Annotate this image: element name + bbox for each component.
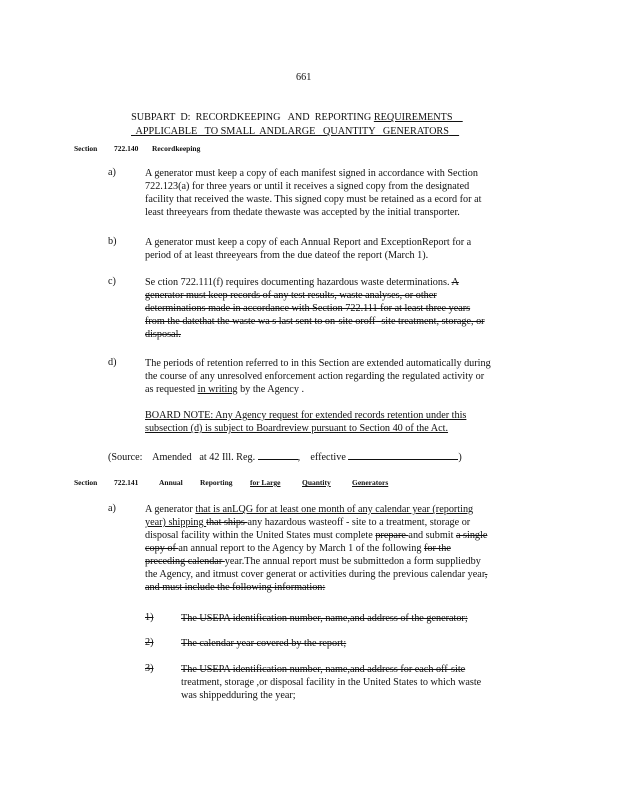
heading-text: SUBPART D: RECORDKEEPING AND REPORTING xyxy=(131,112,374,123)
list-item-1-text: The USEPA identification number, name,and address of the generator; xyxy=(181,613,468,624)
paragraph-d: The periods of retention referred to in this Section are extended automatically during the course of any unresolved enforcement action regarding the regulated activity or as requested in writing by the Agency . xyxy=(145,358,491,395)
paragraph-141a: A generator that is anLQG for at least one month of any calendar year (reporting year) shipping that ships any hazardous wasteoff - site to a treatment, storage or disposal facility within the United States must complete prepare and submit a single copy of an annual report to the Agency by March 1 of the following for the preceding calendar year.The annual report must be submittedon a form suppliedby the Agency, and itmust cover generat or activities during the previous calendar year, and must include the following information: xyxy=(145,504,488,593)
section-word-2: Section xyxy=(74,478,98,487)
paragraph-b: A generator must keep a copy of each Annual Report and ExceptionReport for a period of at least threeyears from the due dateof the report (March 1). xyxy=(145,237,472,261)
section-number: 722.140 xyxy=(114,144,139,153)
section-title-word-2: Reporting xyxy=(200,478,233,487)
item-label-141a: a) xyxy=(108,503,116,514)
subpart-heading-line2 xyxy=(131,115,459,137)
section-title-word-3: for Large xyxy=(250,478,281,487)
paragraph-c: Se ction 722.111(f) requires documenting hazardous waste determinations. A generator must keep records of any test results, waste analyses, or other determinations made in accordance with Section 722.111 for at least three years from the datethat the waste wa s last sent to on-site oroff- site treatment, storage, or disposal. xyxy=(145,277,485,340)
paragraph-a: A generator must keep a copy of each manifest signed in accordance with Section 722.123(a) for three years or until it receives a signed copy from the designated facility that received the waste. This signed copy must be retained as a ecord for at least threeyears from thedate thewaste was accepted by the initial transporter. xyxy=(145,168,482,218)
source-note: (Source: Amended at 42 Ill. Reg. , effective ) xyxy=(108,452,462,463)
item-label-c: c) xyxy=(108,276,116,287)
list-item-2-number: 2) xyxy=(145,637,154,648)
board-note: BOARD NOTE: Any Agency request for extended records retention under this subsection (d) is subject to Boardreview pursuant to Section 40 of the Act. xyxy=(145,410,467,434)
list-item-3-number: 3) xyxy=(145,663,154,674)
list-item-2-text: The calendar year covered by the report; xyxy=(181,638,347,649)
item-label-b: b) xyxy=(108,236,117,247)
list-item-3-text: The USEPA identification number, name,and address for each off-site treatment, storage ,or disposal facility in the United States to which waste was shippedduring the year; xyxy=(181,664,482,701)
heading-underlined: REQUIREMENTS xyxy=(373,112,453,123)
item-label-d: d) xyxy=(108,357,117,368)
section-title-word-4: Quantity xyxy=(302,478,331,487)
section-title-word-1: Annual xyxy=(159,478,183,487)
section-title-word-5: Generators xyxy=(352,478,389,487)
page-number: 661 xyxy=(296,72,312,83)
section-number-2: 722.141 xyxy=(114,478,139,487)
heading-text-2: APPLICABLE TO SMALL ANDLARGE QUANTITY GENERATORS xyxy=(135,126,449,137)
item-label-a: a) xyxy=(108,167,116,178)
section-title: Recordkeeping xyxy=(152,144,201,153)
section-word: Section xyxy=(74,144,98,153)
list-item-1-number: 1) xyxy=(145,612,154,623)
